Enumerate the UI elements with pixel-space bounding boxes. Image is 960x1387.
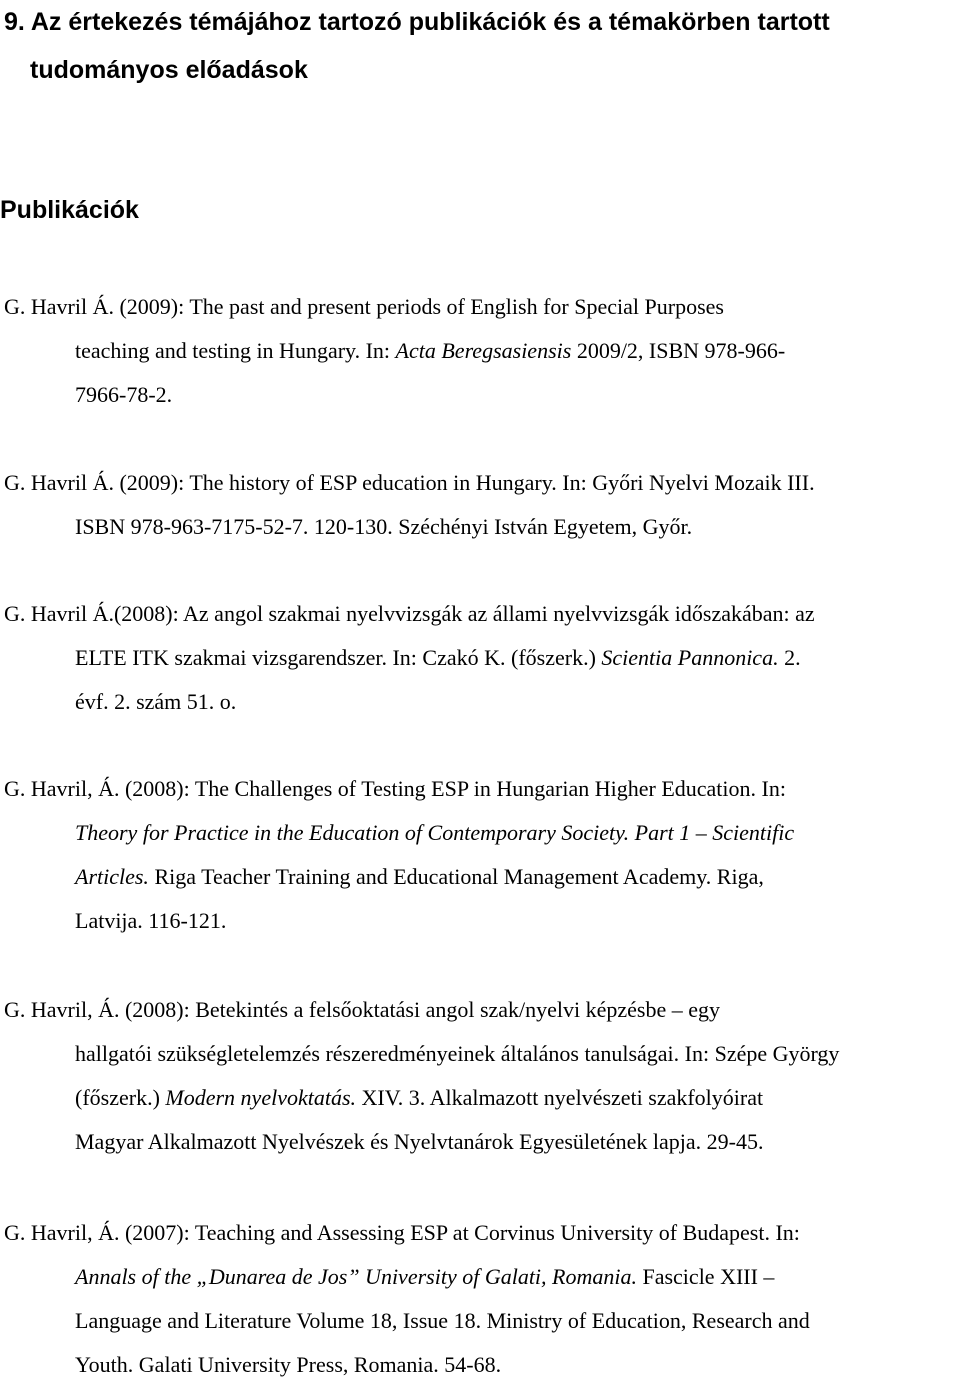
book-title-cont: Articles. <box>75 864 149 889</box>
entry-2-line-1: G. Havril Á. (2009): The history of ESP education in Hungary. In: Győri Nyelvi Mozaik III. <box>4 470 815 495</box>
publication-entry-4 <box>4 767 956 943</box>
journal-title: Annals of the „Dunarea de Jos” University of Galati, Romania. <box>75 1264 637 1289</box>
entry-3-line-2: ELTE ITK szakmai vizsgarendszer. In: Czakó K. (főszerk.) Scientia Pannonica. 2. <box>75 645 801 670</box>
publication-entry-2 <box>4 461 956 549</box>
entry-5-line-2: hallgatói szükségletelemzés részeredményeinek általános tanulságai. In: Szépe György <box>75 1041 840 1066</box>
entry-2-line-2: ISBN 978-963-7175-52-7. 120-130. Széchényi István Egyetem, Győr. <box>75 514 693 539</box>
entry-4-line-2 <box>4 811 956 855</box>
entry-6-line-4: Youth. Galati University Press, Romania. 54-68. <box>75 1352 502 1377</box>
chapter-heading <box>4 0 944 94</box>
entry-6-line-3: Language and Literature Volume 18, Issue 18. Ministry of Education, Research and <box>75 1308 810 1333</box>
chapter-heading-line-2: tudományos előadások <box>30 56 308 84</box>
journal-title: Acta Beregsasiensis <box>395 338 572 363</box>
journal-title: Scientia Pannonica. <box>601 645 779 670</box>
entry-4-line-1: G. Havril, Á. (2008): The Challenges of Testing ESP in Hungarian Higher Education. In: <box>4 776 786 801</box>
entry-5-line-3: (főszerk.) Modern nyelvoktatás. XIV. 3. Alkalmazott nyelvészeti szakfolyóirat <box>75 1085 764 1110</box>
entry-1-line-3: 7966-78-2. <box>75 382 173 407</box>
entry-1-line-2: teaching and testing in Hungary. In: Acta Beregsasiensis 2009/2, ISBN 978-966- <box>75 338 786 363</box>
journal-title: Modern nyelvoktatás. <box>165 1085 357 1110</box>
publication-entry-5 <box>4 988 956 1164</box>
publication-entry-6 <box>4 1211 956 1387</box>
publication-entry-1 <box>4 285 956 417</box>
chapter-heading-line-1: 9. Az értekezés témájához tartozó publikációk és a témakörben tartott <box>4 8 830 36</box>
entry-4-line-3: Articles. Riga Teacher Training and Educational Management Academy. Riga, <box>75 864 764 889</box>
entry-1-line-1: G. Havril Á. (2009): The past and present periods of English for Special Purposes <box>4 294 724 319</box>
publication-entry-3 <box>4 592 956 724</box>
section-title-publications: Publikációk <box>0 196 139 224</box>
entry-6-line-2: Annals of the „Dunarea de Jos” University of Galati, Romania. Fascicle XIII – <box>75 1264 775 1289</box>
entry-3-line-3: évf. 2. szám 51. o. <box>75 689 237 714</box>
entry-5-line-4: Magyar Alkalmazott Nyelvészek és Nyelvtanárok Egyesületének lapja. 29-45. <box>75 1129 764 1154</box>
entry-3-line-1: G. Havril Á.(2008): Az angol szakmai nyelvvizsgák az állami nyelvvizsgák időszakában: az <box>4 601 815 626</box>
book-title: Theory for Practice in the Education of Contemporary Society. Part 1 – Scientific <box>75 820 795 845</box>
entry-6-line-1: G. Havril, Á. (2007): Teaching and Assessing ESP at Corvinus University of Budapest. In: <box>4 1220 800 1245</box>
entry-5-line-1: G. Havril, Á. (2008): Betekintés a felsőoktatási angol szak/nyelvi képzésbe – egy <box>4 997 721 1022</box>
entry-4-line-4: Latvija. 116-121. <box>75 908 227 933</box>
